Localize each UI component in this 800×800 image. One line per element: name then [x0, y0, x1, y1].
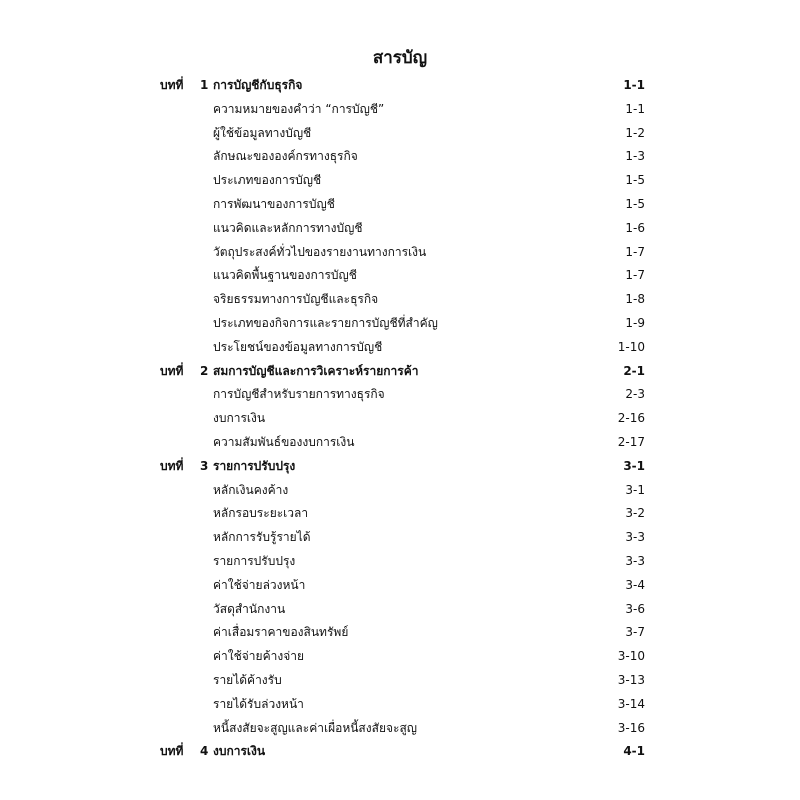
- toc-chapter-row: [160, 742, 645, 766]
- section-title: หลักการรับรู้รายได้: [213, 530, 311, 545]
- section-title: วัสดุสำนักงาน: [213, 601, 286, 616]
- chapter-label: บทที่: [160, 363, 184, 378]
- chapter-number: 3: [200, 458, 209, 473]
- section-title: ประโยชน์ของข้อมูลทางการบัญชี: [213, 339, 383, 354]
- section-title: จริยธรรมทางการบัญชีและธุรกิจ: [213, 292, 379, 307]
- toc-section-row: [160, 671, 645, 695]
- section-title: รายการปรับปรุง: [213, 553, 296, 568]
- section-title: หลักเงินคงค้าง: [213, 482, 289, 497]
- section-title: วัตถุประสงค์ทั่วไปของรายงานทางการเงิน: [213, 244, 427, 259]
- page-number: 3-3: [625, 530, 645, 545]
- toc-chapter-row: [160, 457, 645, 481]
- toc-section-row: [160, 719, 645, 743]
- toc-chapter-row: [160, 76, 645, 100]
- section-title: ค่าใช้จ่ายค้างจ่าย: [213, 649, 304, 664]
- page-number: 3-2: [625, 506, 645, 521]
- page-number: 2-16: [617, 411, 645, 426]
- toc-section-row: [160, 647, 645, 671]
- toc-section-row: [160, 695, 645, 719]
- chapter-title: สมการบัญชีและการวิเคราะห์รายการค้า: [213, 363, 419, 378]
- page-number: 3-16: [617, 720, 645, 735]
- section-title: ค่าใช้จ่ายล่วงหน้า: [213, 577, 306, 592]
- section-title: แนวคิดและหลักการทางบัญชี: [213, 220, 363, 235]
- toc-section-row: [160, 100, 645, 124]
- page-number: 1-3: [625, 149, 645, 164]
- toc-section-row: [160, 171, 645, 195]
- page-number: 1-10: [617, 339, 645, 354]
- toc-section-row: [160, 504, 645, 528]
- toc-section-row: [160, 552, 645, 576]
- toc-section-row: [160, 600, 645, 624]
- toc-section-row: [160, 314, 645, 338]
- page-number: 1-1: [625, 101, 645, 116]
- page-number: 3-6: [625, 601, 645, 616]
- page-number: 1-1: [623, 78, 645, 92]
- section-title: หลักรอบระยะเวลา: [213, 506, 309, 521]
- page-number: 4-1: [623, 744, 645, 759]
- section-title: การพัฒนาของการบัญชี: [213, 196, 335, 211]
- page-number: 3-1: [625, 482, 645, 497]
- section-title: ผู้ใช้ข้อมูลทางบัญชี: [213, 125, 312, 140]
- section-title: รายได้ค้างรับ: [213, 672, 282, 687]
- table-of-contents: [160, 76, 645, 766]
- chapter-title: งบการเงิน: [213, 744, 266, 759]
- chapter-number: 2: [200, 363, 209, 378]
- section-title: งบการเงิน: [213, 411, 266, 426]
- section-title: ความสัมพันธ์ของงบการเงิน: [213, 434, 355, 449]
- page-number: 1-7: [625, 244, 645, 259]
- page-number: 3-14: [617, 696, 645, 711]
- page-number: 2-1: [623, 363, 645, 378]
- toc-section-row: [160, 290, 645, 314]
- chapter-number: 1: [200, 78, 209, 92]
- chapter-label: บทที่: [160, 744, 184, 759]
- toc-section-row: [160, 338, 645, 362]
- toc-section-row: [160, 266, 645, 290]
- toc-section-row: [160, 219, 645, 243]
- page-number: 1-9: [625, 315, 645, 330]
- section-title: รายได้รับล่วงหน้า: [213, 696, 304, 711]
- toc-section-row: [160, 409, 645, 433]
- section-title: ลักษณะขององค์กรทางธุรกิจ: [213, 149, 358, 164]
- toc-section-row: [160, 243, 645, 267]
- section-title: หนี้สงสัยจะสูญและค่าเผื่อหนี้สงสัยจะสูญ: [213, 720, 417, 735]
- section-title: ค่าเสื่อมราคาของสินทรัพย์: [213, 625, 349, 640]
- chapter-title: รายการปรับปรุง: [213, 458, 296, 473]
- page-number: 2-17: [617, 434, 645, 449]
- toc-section-row: [160, 195, 645, 219]
- toc-section-row: [160, 576, 645, 600]
- page-number: 1-8: [625, 292, 645, 307]
- page-number: 2-3: [625, 387, 645, 402]
- page-number: 3-7: [625, 625, 645, 640]
- page-number: 3-10: [617, 649, 645, 664]
- page-title: สารบัญ: [372, 48, 428, 68]
- section-title: ประเภทของกิจการและรายการบัญชีที่สำคัญ: [213, 315, 438, 330]
- toc-section-row: [160, 528, 645, 552]
- section-title: แนวคิดพื้นฐานของการบัญชี: [213, 268, 357, 283]
- page-number: 3-13: [617, 672, 645, 687]
- section-title: การบัญชีสำหรับรายการทางธุรกิจ: [213, 387, 385, 402]
- chapter-number: 4: [200, 744, 209, 759]
- toc-section-row: [160, 124, 645, 148]
- page-number: 1-5: [625, 173, 645, 188]
- chapter-label: บทที่: [160, 458, 184, 473]
- toc-section-row: [160, 623, 645, 647]
- page-number: 1-7: [625, 268, 645, 283]
- toc-chapter-row: [160, 362, 645, 386]
- section-title: ประเภทของการบัญชี: [213, 173, 322, 188]
- toc-section-row: [160, 481, 645, 505]
- page-number: 3-1: [623, 458, 645, 473]
- chapter-title: การบัญชีกับธุรกิจ: [213, 78, 303, 92]
- page-number: 3-3: [625, 553, 645, 568]
- page-number: 3-4: [625, 577, 645, 592]
- toc-section-row: [160, 433, 645, 457]
- toc-section-row: [160, 147, 645, 171]
- page-number: 1-6: [625, 220, 645, 235]
- page-number: 1-2: [625, 125, 645, 140]
- chapter-label: บทที่: [160, 78, 184, 92]
- section-title: ความหมายของคำว่า “การบัญชี”: [213, 101, 385, 116]
- toc-section-row: [160, 385, 645, 409]
- page-number: 1-5: [625, 196, 645, 211]
